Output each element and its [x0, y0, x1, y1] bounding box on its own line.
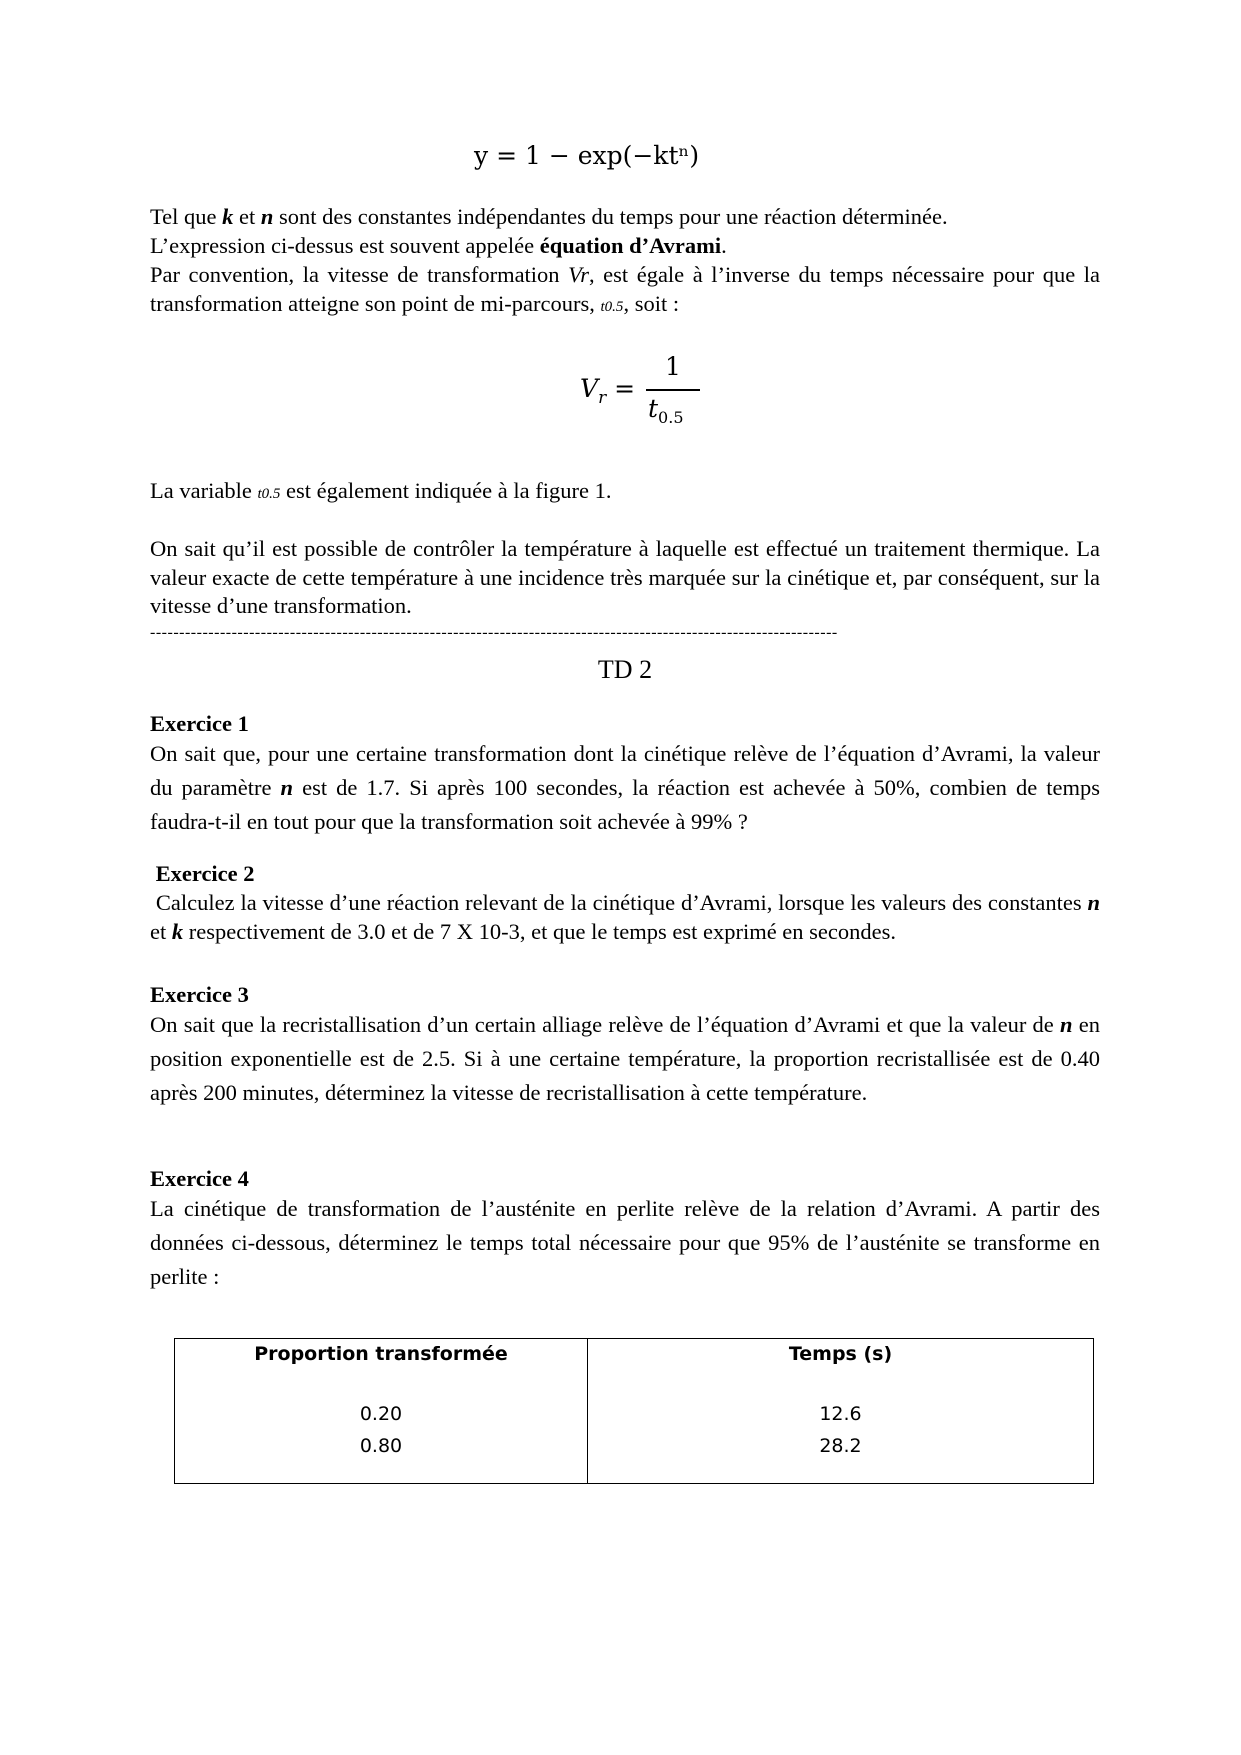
intro-paragraph-3: Par convention, la vitesse de transformation Vr, est égale à l’inverse du temps nécessaire pour que la transformation atteigne son point de mi-parcours, t0.5, soit : [150, 262, 1100, 316]
intro-paragraph-2: L’expression ci-dessus est souvent appelée équation d’Avrami. [150, 233, 727, 258]
separator-line: ---------------------------------------------------------------------------------------------------------------------- [150, 624, 838, 641]
exercise-2-title: Exercice 2 [150, 861, 255, 886]
avrami-equation: y = 1 − exp(−ktⁿ) [474, 141, 700, 170]
table-cell-time [588, 1339, 1094, 1484]
cell-proportion-0: 0.20 [359, 1403, 403, 1425]
cell-time-1: 28.2 [819, 1435, 862, 1457]
data-table [174, 1338, 1094, 1484]
fraction-bar [646, 389, 700, 391]
exercise-3-text: On sait que la recristallisation d’un certain alliage relève de l’équation d’Avrami et que la valeur de n en position exponentielle est de 2.5. Si à une certaine température, la proportion recristallisée est de 0.40 après 200 minutes, déterminez la vitesse de recristallisation à cette température. [150, 1012, 1100, 1105]
velocity-equation: $V_r$ = 1 $t_{0.5}$ [580, 352, 730, 432]
vr-symbol: Vr [568, 262, 589, 287]
exercise-1-title: Exercice 1 [150, 711, 249, 736]
cell-time-0: 12.6 [819, 1403, 862, 1425]
intro-paragraph-4: La variable t0.5 est également indiquée à la figure 1. [150, 478, 612, 503]
table-row [175, 1339, 1094, 1484]
intro-paragraph-5: On sait qu’il est possible de contrôler la température à laquelle est effectué un traitement thermique. La valeur exacte de cette température à une incidence très marquée sur la cinétique et, par conséquent, sur la vitesse d’une transformation. [150, 536, 1100, 618]
cell-proportion-1: 0.80 [359, 1435, 403, 1457]
table-cell-proportion [175, 1339, 588, 1484]
header-time: Temps (s) [788, 1343, 893, 1365]
exercise-3-title: Exercice 3 [150, 982, 249, 1007]
intro-paragraph-1: Tel que k et n sont des constantes indépendantes du temps pour une réaction déterminée. [150, 204, 948, 229]
section-title: TD 2 [597, 655, 653, 684]
exercise-1-text: On sait que, pour une certaine transformation dont la cinétique relève de l’équation d’Avrami, la valeur du paramètre n est de 1.7. Si après 100 secondes, la réaction est achevée à 50%, combien de temps faudra-t-il en tout pour que la transformation soit achevée à 99% ? [150, 741, 1101, 834]
exercise-2-text: Calculez la vitesse d’une réaction relevant de la cinétique d’Avrami, lorsque les valeurs des constantes n et k respectivement de 3.0 et de 7 X 10-3, et que le temps est exprimé en secondes. [150, 890, 1106, 944]
exercise-4-title: Exercice 4 [150, 1166, 249, 1191]
header-proportion: Proportion transformée [254, 1343, 508, 1365]
t05-symbol: t0.5 [600, 298, 624, 315]
exercise-4-text: La cinétique de transformation de l’austénite en perlite relève de la relation d’Avrami. A partir des données ci-dessous, déterminez le temps total nécessaire pour que 95% de l’austénite se transforme en perlite : [150, 1196, 1100, 1289]
